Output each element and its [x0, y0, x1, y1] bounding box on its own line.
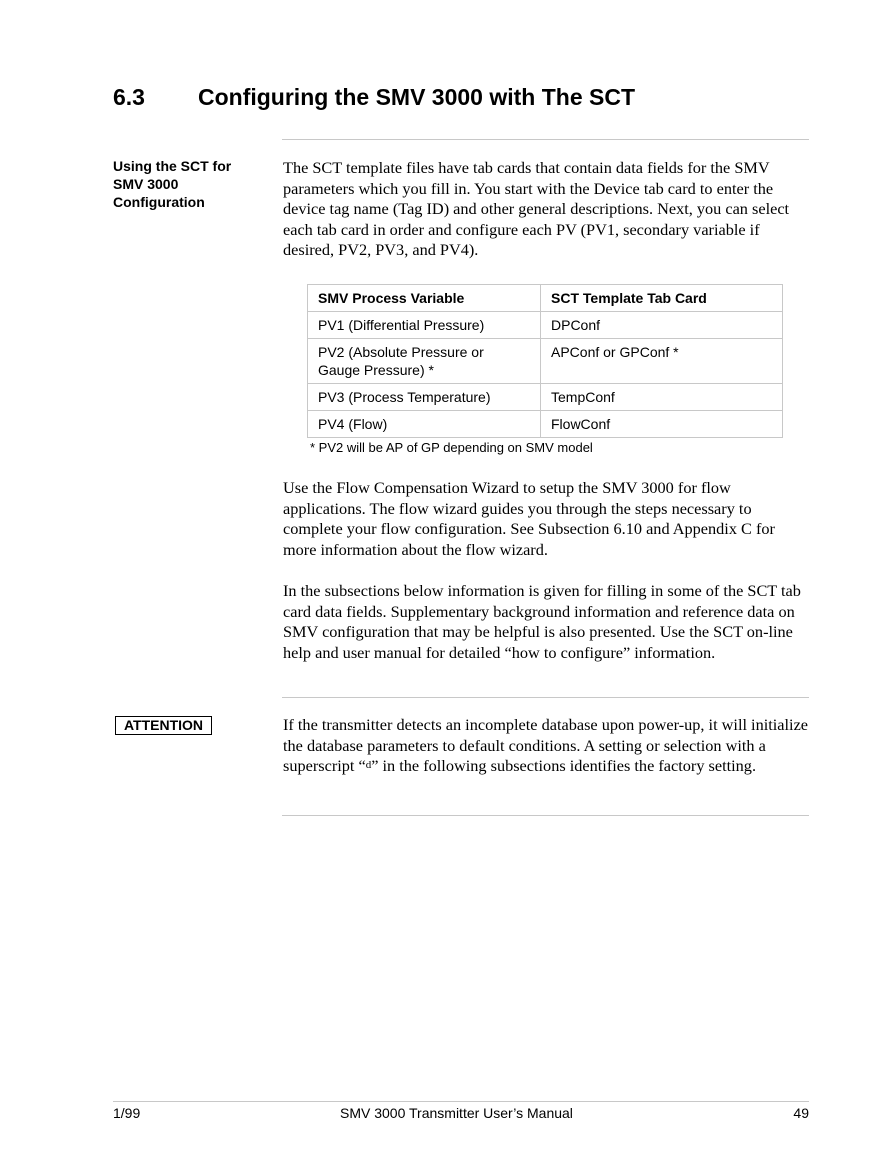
subsections-paragraph: In the subsections below information is given for filling in some of the SCT tab card data fields. Supplementary background information and reference data on SMV configuration that may be helpful is also presented. Use the SCT on-line help and user manual for detailed “how to configure” information. — [283, 581, 801, 662]
table-row — [308, 384, 782, 411]
table-cell: FlowConf — [551, 416, 611, 432]
section-heading — [113, 84, 635, 111]
table-row — [308, 411, 782, 438]
table-row — [308, 312, 782, 339]
table-row — [308, 339, 782, 384]
table-cell: PV4 (Flow) — [308, 411, 541, 437]
attention-text-end: ” in the following subsections identifies the factory setting. — [371, 756, 757, 776]
flow-paragraph: Use the Flow Compensation Wizard to setup the SMV 3000 for flow applications. The flow wizard guides you through the steps necessary to complete your flow configuration. See Subsection 6.10 and Appendix C for more information about the flow wizard. — [283, 478, 775, 559]
superscript-marker: d — [365, 759, 372, 772]
table-cell: APConf or GPConf * — [551, 344, 679, 360]
attention-paragraph — [283, 715, 809, 779]
table-cell: PV2 (Absolute Pressure or Gauge Pressure) * — [308, 339, 541, 383]
section-number: 6.3 — [113, 84, 145, 110]
table-header-cell: SMV Process Variable — [308, 285, 541, 311]
table-cell: TempConf — [551, 389, 615, 405]
side-label: Using the SCT for SMV 3000 Configuration — [113, 158, 232, 210]
page-number: 49 — [793, 1105, 809, 1121]
intro-paragraph: The SCT template files have tab cards that contain data fields for the SMV parameters which you fill in. You start with the Device tab card to enter the device tag name (Tag ID) and other general descriptions. Next, you can select each tab card in order and configure each PV (PV1, secondary variable if desired, PV2, PV3, and PV4). — [283, 158, 790, 260]
table-cell: PV1 (Differential Pressure) — [308, 312, 541, 338]
footer-title: SMV 3000 Transmitter User’s Manual — [340, 1105, 573, 1121]
table-header-row — [308, 285, 782, 312]
attention-label: ATTENTION — [115, 716, 212, 735]
footer-date: 1/99 — [113, 1105, 141, 1121]
divider — [282, 697, 809, 698]
divider — [282, 815, 809, 816]
table-cell: DPConf — [551, 317, 601, 333]
footer-divider — [113, 1101, 809, 1102]
table-header-cell: SCT Template Tab Card — [551, 290, 707, 306]
divider — [282, 139, 809, 140]
section-title: Configuring the SMV 3000 with The SCT — [198, 84, 636, 110]
table-footnote: * PV2 will be AP of GP depending on SMV model — [310, 440, 593, 455]
table-cell: PV3 (Process Temperature) — [308, 384, 541, 410]
pv-table — [307, 284, 783, 438]
attention-text: If the transmitter detects an incomplete database upon power-up, it will initialize the database parameters to default conditions. A setting or selection with a superscript “ — [283, 715, 809, 776]
